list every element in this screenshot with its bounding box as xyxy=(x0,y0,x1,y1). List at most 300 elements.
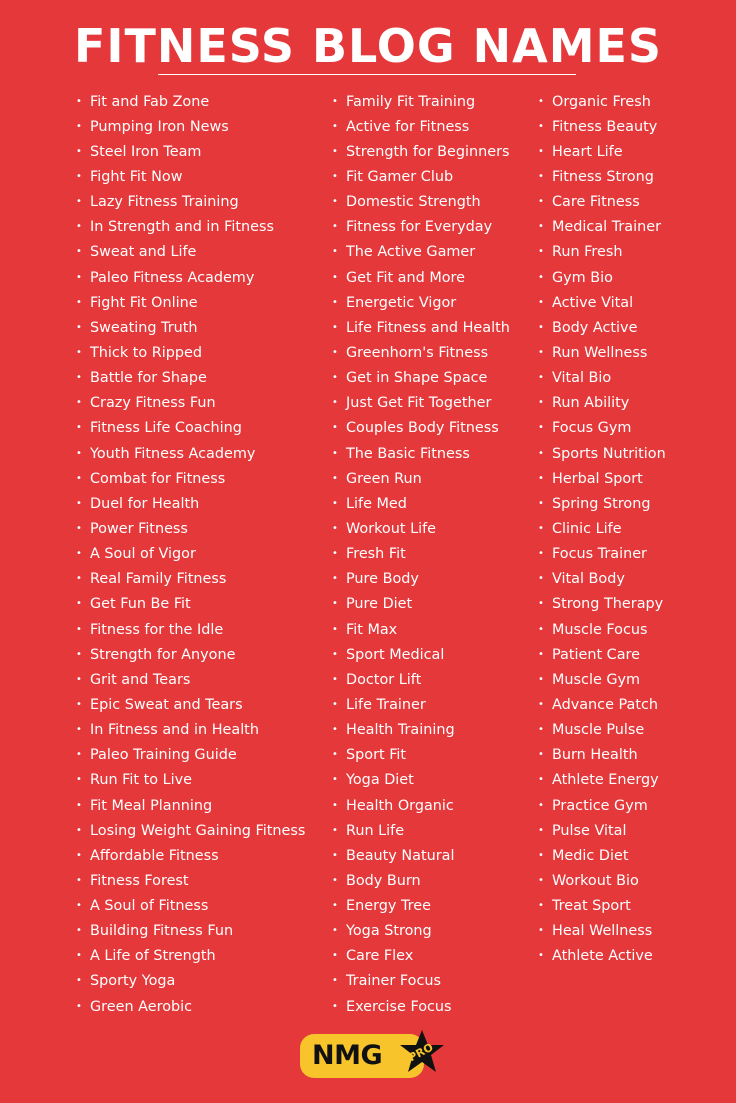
bullet-icon: • xyxy=(332,372,338,384)
bullet-icon: • xyxy=(332,598,338,610)
blog-name: Doctor Lift xyxy=(346,671,422,688)
bullet-icon: • xyxy=(538,346,544,358)
bullet-icon: • xyxy=(76,548,82,560)
list-item xyxy=(332,315,510,340)
list-item xyxy=(76,818,305,843)
blog-name: Fight Fit Online xyxy=(90,294,198,311)
bullet-icon: • xyxy=(76,271,82,283)
bullet-icon: • xyxy=(538,447,544,459)
blog-name: Health Organic xyxy=(346,797,454,814)
list-item xyxy=(332,793,510,818)
list-item xyxy=(538,441,666,466)
blog-name: Sport Medical xyxy=(346,646,445,663)
bullet-icon: • xyxy=(332,799,338,811)
blog-name: Care Fitness xyxy=(552,194,640,211)
blog-name: Trainer Focus xyxy=(346,973,441,990)
bullet-icon: • xyxy=(76,849,82,861)
blog-name: Life Fitness and Health xyxy=(346,319,510,336)
bullet-icon: • xyxy=(332,724,338,736)
blog-name: Advance Patch xyxy=(552,696,659,713)
blog-name: Vital Body xyxy=(552,571,625,588)
blog-name: Muscle Gym xyxy=(552,671,641,688)
name-list-column-3 xyxy=(538,89,666,969)
blog-name: Sweating Truth xyxy=(90,319,198,336)
list-item xyxy=(332,667,510,692)
bullet-icon: • xyxy=(332,623,338,635)
blog-name: Greenhorn's Fitness xyxy=(346,344,489,361)
blog-name: Run Fit to Live xyxy=(90,772,193,789)
blog-name: Green Run xyxy=(346,470,422,487)
blog-name: Duel for Health xyxy=(90,495,200,512)
bullet-icon: • xyxy=(76,246,82,258)
bullet-icon: • xyxy=(538,749,544,761)
list-item xyxy=(538,868,666,893)
list-item xyxy=(76,139,305,164)
blog-name: Fitness Beauty xyxy=(552,118,658,135)
bullet-icon: • xyxy=(538,824,544,836)
list-item xyxy=(538,592,666,617)
blog-name: Focus Gym xyxy=(552,420,632,437)
bullet-icon: • xyxy=(76,346,82,358)
bullet-icon: • xyxy=(538,849,544,861)
list-item xyxy=(332,139,510,164)
blog-name: Heal Wellness xyxy=(552,923,653,940)
bullet-icon: • xyxy=(332,120,338,132)
bullet-icon: • xyxy=(332,196,338,208)
blog-name: Fitness Forest xyxy=(90,872,189,889)
blog-name: Muscle Focus xyxy=(552,621,648,638)
blog-name: Fit Meal Planning xyxy=(90,797,213,814)
blog-name: Losing Weight Gaining Fitness xyxy=(90,822,306,839)
blog-name: Grit and Tears xyxy=(90,671,191,688)
list-item xyxy=(76,391,305,416)
list-item xyxy=(332,491,510,516)
bullet-icon: • xyxy=(538,698,544,710)
list-item xyxy=(538,114,666,139)
list-item xyxy=(332,743,510,768)
blog-name: Sport Fit xyxy=(346,747,407,764)
list-item xyxy=(76,240,305,265)
list-item xyxy=(332,215,510,240)
bullet-icon: • xyxy=(538,372,544,384)
title-underline xyxy=(158,74,576,75)
list-item xyxy=(76,366,305,391)
blog-name: Heart Life xyxy=(552,143,623,160)
list-item xyxy=(332,340,510,365)
blog-name: Beauty Natural xyxy=(346,847,455,864)
list-item xyxy=(76,164,305,189)
list-item xyxy=(332,944,510,969)
list-item xyxy=(76,491,305,516)
blog-name: Care Flex xyxy=(346,948,414,965)
bullet-icon: • xyxy=(76,95,82,107)
list-item xyxy=(76,743,305,768)
list-item xyxy=(332,692,510,717)
list-item xyxy=(76,894,305,919)
list-item xyxy=(538,542,666,567)
blog-name: Sporty Yoga xyxy=(90,973,176,990)
list-item xyxy=(332,265,510,290)
list-item xyxy=(332,818,510,843)
bullet-icon: • xyxy=(76,874,82,886)
bullet-icon: • xyxy=(76,900,82,912)
bullet-icon: • xyxy=(76,522,82,534)
list-item xyxy=(538,265,666,290)
bullet-icon: • xyxy=(76,673,82,685)
blog-name: Life Med xyxy=(346,495,407,512)
bullet-icon: • xyxy=(76,799,82,811)
blog-name: A Soul of Fitness xyxy=(90,898,209,915)
list-item xyxy=(76,667,305,692)
list-item xyxy=(76,642,305,667)
blog-name: Burn Health xyxy=(552,747,638,764)
list-item xyxy=(332,994,510,1019)
list-item xyxy=(538,340,666,365)
list-item xyxy=(538,692,666,717)
blog-name: Family Fit Training xyxy=(346,93,476,110)
bullet-icon: • xyxy=(538,321,544,333)
list-item xyxy=(76,944,305,969)
bullet-icon: • xyxy=(538,874,544,886)
list-item xyxy=(76,466,305,491)
list-item xyxy=(76,89,305,114)
blog-name: Lazy Fitness Training xyxy=(90,194,239,211)
bullet-icon: • xyxy=(76,573,82,585)
bullet-icon: • xyxy=(76,196,82,208)
list-item xyxy=(538,516,666,541)
list-item xyxy=(538,290,666,315)
bullet-icon: • xyxy=(538,724,544,736)
bullet-icon: • xyxy=(538,522,544,534)
blog-name: Paleo Training Guide xyxy=(90,747,237,764)
bullet-icon: • xyxy=(332,246,338,258)
list-item xyxy=(538,843,666,868)
list-item xyxy=(332,592,510,617)
blog-name: Clinic Life xyxy=(552,520,622,537)
blog-name: Workout Bio xyxy=(552,872,639,889)
list-item xyxy=(76,994,305,1019)
bullet-icon: • xyxy=(332,447,338,459)
blog-name: Paleo Fitness Academy xyxy=(90,269,255,286)
list-item xyxy=(538,718,666,743)
list-item xyxy=(538,240,666,265)
logo-pro-badge: PRO xyxy=(406,1040,436,1065)
blog-name: Health Training xyxy=(346,722,455,739)
bullet-icon: • xyxy=(538,573,544,585)
list-item xyxy=(332,516,510,541)
list-item xyxy=(538,617,666,642)
bullet-icon: • xyxy=(538,145,544,157)
bullet-icon: • xyxy=(76,698,82,710)
list-item xyxy=(332,894,510,919)
blog-name: Pure Body xyxy=(346,571,419,588)
list-item xyxy=(538,391,666,416)
bullet-icon: • xyxy=(76,145,82,157)
bullet-icon: • xyxy=(76,1000,82,1012)
list-item xyxy=(332,391,510,416)
blog-name: Youth Fitness Academy xyxy=(90,445,256,462)
blog-name: Run Wellness xyxy=(552,344,648,361)
blog-name: Active Vital xyxy=(552,294,634,311)
list-item xyxy=(538,768,666,793)
bullet-icon: • xyxy=(76,598,82,610)
bullet-icon: • xyxy=(76,422,82,434)
bullet-icon: • xyxy=(332,673,338,685)
bullet-icon: • xyxy=(538,774,544,786)
blog-name: Energetic Vigor xyxy=(346,294,457,311)
blog-name: Sports Nutrition xyxy=(552,445,666,462)
list-item xyxy=(76,315,305,340)
bullet-icon: • xyxy=(332,874,338,886)
bullet-icon: • xyxy=(332,573,338,585)
bullet-icon: • xyxy=(538,472,544,484)
bullet-icon: • xyxy=(76,623,82,635)
bullet-icon: • xyxy=(332,296,338,308)
bullet-icon: • xyxy=(538,196,544,208)
list-item xyxy=(538,894,666,919)
blog-name: Run Fresh xyxy=(552,244,623,261)
list-item xyxy=(332,240,510,265)
logo-text: NMG xyxy=(312,1040,383,1071)
list-item xyxy=(538,416,666,441)
blog-name: Strength for Anyone xyxy=(90,646,236,663)
bullet-icon: • xyxy=(76,925,82,937)
blog-name: Strong Therapy xyxy=(552,596,664,613)
bullet-icon: • xyxy=(76,648,82,660)
nmg-pro-logo xyxy=(300,1028,446,1084)
bullet-icon: • xyxy=(76,472,82,484)
blog-name: Fit and Fab Zone xyxy=(90,93,210,110)
blog-name: Sweat and Life xyxy=(90,244,197,261)
list-item xyxy=(332,617,510,642)
bullet-icon: • xyxy=(538,548,544,560)
blog-name: Run Ability xyxy=(552,395,630,412)
list-item xyxy=(332,441,510,466)
bullet-icon: • xyxy=(76,397,82,409)
blog-name: Fitness for Everyday xyxy=(346,219,493,236)
bullet-icon: • xyxy=(76,497,82,509)
list-item xyxy=(538,793,666,818)
list-item xyxy=(76,969,305,994)
bullet-icon: • xyxy=(332,145,338,157)
bullet-icon: • xyxy=(332,950,338,962)
blog-name: Life Trainer xyxy=(346,696,426,713)
blog-name: Body Active xyxy=(552,319,638,336)
blog-name: Fitness for the Idle xyxy=(90,621,224,638)
list-item xyxy=(332,567,510,592)
blog-name: Just Get Fit Together xyxy=(346,395,492,412)
blog-name: Yoga Diet xyxy=(346,772,414,789)
bullet-icon: • xyxy=(538,95,544,107)
list-item xyxy=(538,190,666,215)
blog-name: Couples Body Fitness xyxy=(346,420,499,437)
bullet-icon: • xyxy=(538,497,544,509)
bullet-icon: • xyxy=(332,698,338,710)
list-item xyxy=(538,818,666,843)
blog-name: Battle for Shape xyxy=(90,370,207,387)
list-item xyxy=(538,642,666,667)
bullet-icon: • xyxy=(76,221,82,233)
blog-name: Domestic Strength xyxy=(346,194,481,211)
list-item xyxy=(76,718,305,743)
list-item xyxy=(332,114,510,139)
list-item xyxy=(76,567,305,592)
bullet-icon: • xyxy=(332,497,338,509)
blog-name: Fight Fit Now xyxy=(90,168,183,185)
blog-name: Focus Trainer xyxy=(552,546,647,563)
blog-name: Fitness Life Coaching xyxy=(90,420,242,437)
list-item xyxy=(538,567,666,592)
bullet-icon: • xyxy=(332,548,338,560)
blog-name: Spring Strong xyxy=(552,495,651,512)
blog-name: Medical Trainer xyxy=(552,219,662,236)
list-item xyxy=(76,441,305,466)
blog-name: Energy Tree xyxy=(346,898,431,915)
bullet-icon: • xyxy=(538,673,544,685)
list-item xyxy=(538,366,666,391)
bullet-icon: • xyxy=(538,397,544,409)
bullet-icon: • xyxy=(76,447,82,459)
list-item xyxy=(332,969,510,994)
blog-name: Athlete Active xyxy=(552,948,653,965)
list-item xyxy=(332,290,510,315)
blog-name: Medic Diet xyxy=(552,847,629,864)
blog-name: A Soul of Vigor xyxy=(90,546,196,563)
list-item xyxy=(76,793,305,818)
name-list-column-2 xyxy=(332,89,510,1019)
blog-name: Get Fun Be Fit xyxy=(90,596,191,613)
blog-name: Yoga Strong xyxy=(346,923,432,940)
bullet-icon: • xyxy=(538,598,544,610)
blog-name: Pulse Vital xyxy=(552,822,627,839)
bullet-icon: • xyxy=(332,774,338,786)
list-item xyxy=(332,542,510,567)
bullet-icon: • xyxy=(76,749,82,761)
blog-name: In Strength and in Fitness xyxy=(90,219,274,236)
blog-name: Pumping Iron News xyxy=(90,118,229,135)
blog-name: A Life of Strength xyxy=(90,948,216,965)
blog-name: Strength for Beginners xyxy=(346,143,510,160)
blog-name: Get Fit and More xyxy=(346,269,465,286)
bullet-icon: • xyxy=(332,824,338,836)
blog-name: Organic Fresh xyxy=(552,93,651,110)
blog-name: In Fitness and in Health xyxy=(90,722,259,739)
blog-name: Active for Fitness xyxy=(346,118,470,135)
list-item xyxy=(538,491,666,516)
list-item xyxy=(76,617,305,642)
bullet-icon: • xyxy=(76,120,82,132)
bullet-icon: • xyxy=(332,397,338,409)
bullet-icon: • xyxy=(76,296,82,308)
blog-name: Vital Bio xyxy=(552,370,612,387)
bullet-icon: • xyxy=(538,900,544,912)
list-item xyxy=(332,416,510,441)
bullet-icon: • xyxy=(332,849,338,861)
list-item xyxy=(76,114,305,139)
list-item xyxy=(76,516,305,541)
list-item xyxy=(538,139,666,164)
list-item xyxy=(538,667,666,692)
list-item xyxy=(332,768,510,793)
blog-name: Body Burn xyxy=(346,872,421,889)
bullet-icon: • xyxy=(76,950,82,962)
bullet-icon: • xyxy=(538,120,544,132)
list-item xyxy=(76,340,305,365)
blog-name: Fit Max xyxy=(346,621,398,638)
bullet-icon: • xyxy=(538,648,544,660)
list-item xyxy=(332,843,510,868)
bullet-icon: • xyxy=(538,271,544,283)
list-item xyxy=(332,919,510,944)
list-item xyxy=(76,868,305,893)
bullet-icon: • xyxy=(332,900,338,912)
blog-name: Patient Care xyxy=(552,646,641,663)
blog-name: The Basic Fitness xyxy=(346,445,470,462)
blog-name: Pure Diet xyxy=(346,596,413,613)
bullet-icon: • xyxy=(332,170,338,182)
blog-name: Affordable Fitness xyxy=(90,847,219,864)
bullet-icon: • xyxy=(538,623,544,635)
blog-name: Steel Iron Team xyxy=(90,143,202,160)
list-item xyxy=(538,164,666,189)
blog-name: Epic Sweat and Tears xyxy=(90,696,243,713)
blog-name: Fitness Strong xyxy=(552,168,654,185)
list-item xyxy=(332,366,510,391)
blog-name: Workout Life xyxy=(346,520,437,537)
bullet-icon: • xyxy=(76,824,82,836)
bullet-icon: • xyxy=(332,422,338,434)
list-item xyxy=(76,843,305,868)
blog-name: Crazy Fitness Fun xyxy=(90,395,216,412)
blog-name: Athlete Energy xyxy=(552,772,659,789)
name-list-column-1 xyxy=(76,89,305,1019)
blog-name: Get in Shape Space xyxy=(346,370,488,387)
bullet-icon: • xyxy=(76,372,82,384)
list-item xyxy=(76,919,305,944)
list-item xyxy=(538,466,666,491)
list-item xyxy=(332,89,510,114)
bullet-icon: • xyxy=(538,950,544,962)
bullet-icon: • xyxy=(76,724,82,736)
blog-name: Fresh Fit xyxy=(346,546,406,563)
list-item xyxy=(332,642,510,667)
list-item xyxy=(76,190,305,215)
list-item xyxy=(332,466,510,491)
blog-name: Muscle Pulse xyxy=(552,722,645,739)
list-item xyxy=(76,692,305,717)
bullet-icon: • xyxy=(538,170,544,182)
blog-name: Treat Sport xyxy=(552,898,631,915)
bullet-icon: • xyxy=(332,975,338,987)
list-item xyxy=(76,592,305,617)
blog-name: Exercise Focus xyxy=(346,998,452,1015)
bullet-icon: • xyxy=(332,749,338,761)
list-item xyxy=(332,164,510,189)
list-item xyxy=(538,315,666,340)
list-item xyxy=(76,265,305,290)
list-item xyxy=(76,416,305,441)
bullet-icon: • xyxy=(538,246,544,258)
list-item xyxy=(332,718,510,743)
bullet-icon: • xyxy=(538,422,544,434)
bullet-icon: • xyxy=(332,648,338,660)
blog-name: Real Family Fitness xyxy=(90,571,227,588)
bullet-icon: • xyxy=(332,1000,338,1012)
list-item xyxy=(76,542,305,567)
bullet-icon: • xyxy=(332,95,338,107)
list-item xyxy=(76,768,305,793)
blog-name: Run Life xyxy=(346,822,405,839)
